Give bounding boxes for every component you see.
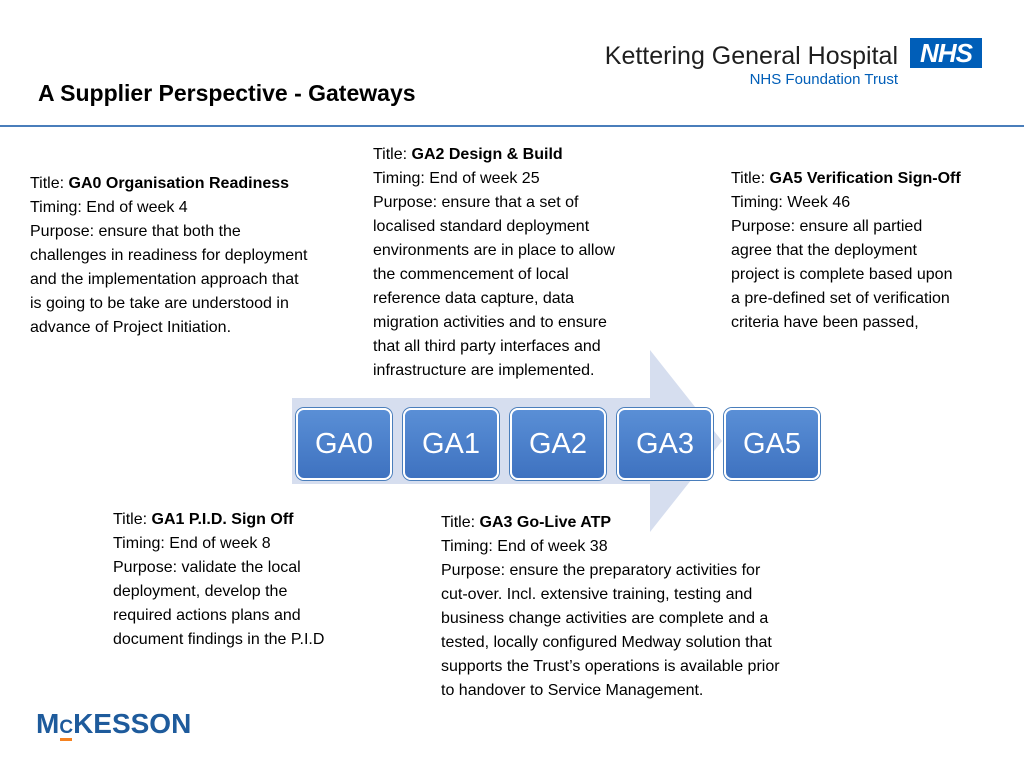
ga0-line: advance of Project Initiation. [30,319,232,336]
ga5-line: Timing: Week 46 [731,194,851,211]
ga2-line: reference data capture, data [373,290,575,307]
ga1-title: GA1 P.I.D. Sign Off [151,511,294,528]
ga2-line: Purpose: ensure that a set of [373,194,579,211]
gateway-ga2: GA2 [510,408,606,480]
ga1-line: document findings in the P.I.D [113,631,325,648]
header-divider [0,125,1024,127]
ga3-line: tested, locally configured Medway solution that [441,634,772,651]
ga5-line: criteria have been passed, [731,314,919,331]
ga0-line: challenges in readiness for deployment [30,247,308,264]
ga2-line: Timing: End of week 25 [373,170,540,187]
ga5-title: GA5 Verification Sign-Off [769,170,961,187]
ga0-title: GA0 Organisation Readiness [68,175,290,192]
ga2-line: that all third party interfaces and [373,338,601,355]
ga3-title: GA3 Go-Live ATP [479,514,612,531]
gateway-ga1: GA1 [403,408,499,480]
ga3-title-line: Title: GA3 Go-Live ATP [441,514,612,531]
ga0-line: Purpose: ensure that both the [30,223,241,240]
ga5-description [731,167,961,335]
ga3-line: supports the Trust’s operations is available prior [441,658,780,675]
ga1-line: required actions plans and [113,607,301,624]
ga0-description [30,172,308,340]
ga3-line: to handover to Service Management. [441,682,704,699]
ga1-line: Purpose: validate the local [113,559,301,576]
ga3-line: cut-over. Incl. extensive training, testing and [441,586,753,603]
org-subtitle: NHS Foundation Trust [749,71,898,88]
ga0-line: and the implementation approach that [30,271,299,288]
ga2-title: GA2 Design & Build [411,146,563,163]
ga2-line: the commencement of local [373,266,569,283]
ga2-line: infrastructure are implemented. [373,362,595,379]
ga2-line: migration activities and to ensure [373,314,607,331]
mckesson-logo: MCKESSON [36,708,192,739]
ga2-description [373,143,615,383]
ga0-title-line: Title: GA0 Organisation Readiness [30,175,290,192]
ga2-line: localised standard deployment [373,218,590,235]
ga3-line: Purpose: ensure the preparatory activities for [441,562,761,579]
nhs-logo: NHS [910,38,982,68]
ga0-line: is going to be take are understood in [30,295,289,312]
ga2-line: environments are in place to allow [373,242,615,259]
ga0-line: Timing: End of week 4 [30,199,188,216]
ga1-title-line: Title: GA1 P.I.D. Sign Off [113,511,294,528]
ga5-line: project is complete based upon [731,266,953,283]
ga5-line: a pre-defined set of verification [731,290,950,307]
ga1-line: Timing: End of week 8 [113,535,271,552]
ga5-title-line: Title: GA5 Verification Sign-Off [731,170,961,187]
ga3-line: Timing: End of week 38 [441,538,608,555]
gateway-ga5: GA5 [724,408,820,480]
org-name: Kettering General Hospital [604,42,898,70]
ga5-line: agree that the deployment [731,242,917,259]
ga2-title-line: Title: GA2 Design & Build [373,146,563,163]
ga1-line: deployment, develop the [113,583,288,600]
page-title: A Supplier Perspective - Gateways [38,80,416,106]
gateway-ga0: GA0 [296,408,392,480]
ga3-description [441,511,780,703]
ga5-line: Purpose: ensure all partied [731,218,923,235]
ga3-line: business change activities are complete and a [441,610,769,627]
gateway-ga3: GA3 [617,408,713,480]
